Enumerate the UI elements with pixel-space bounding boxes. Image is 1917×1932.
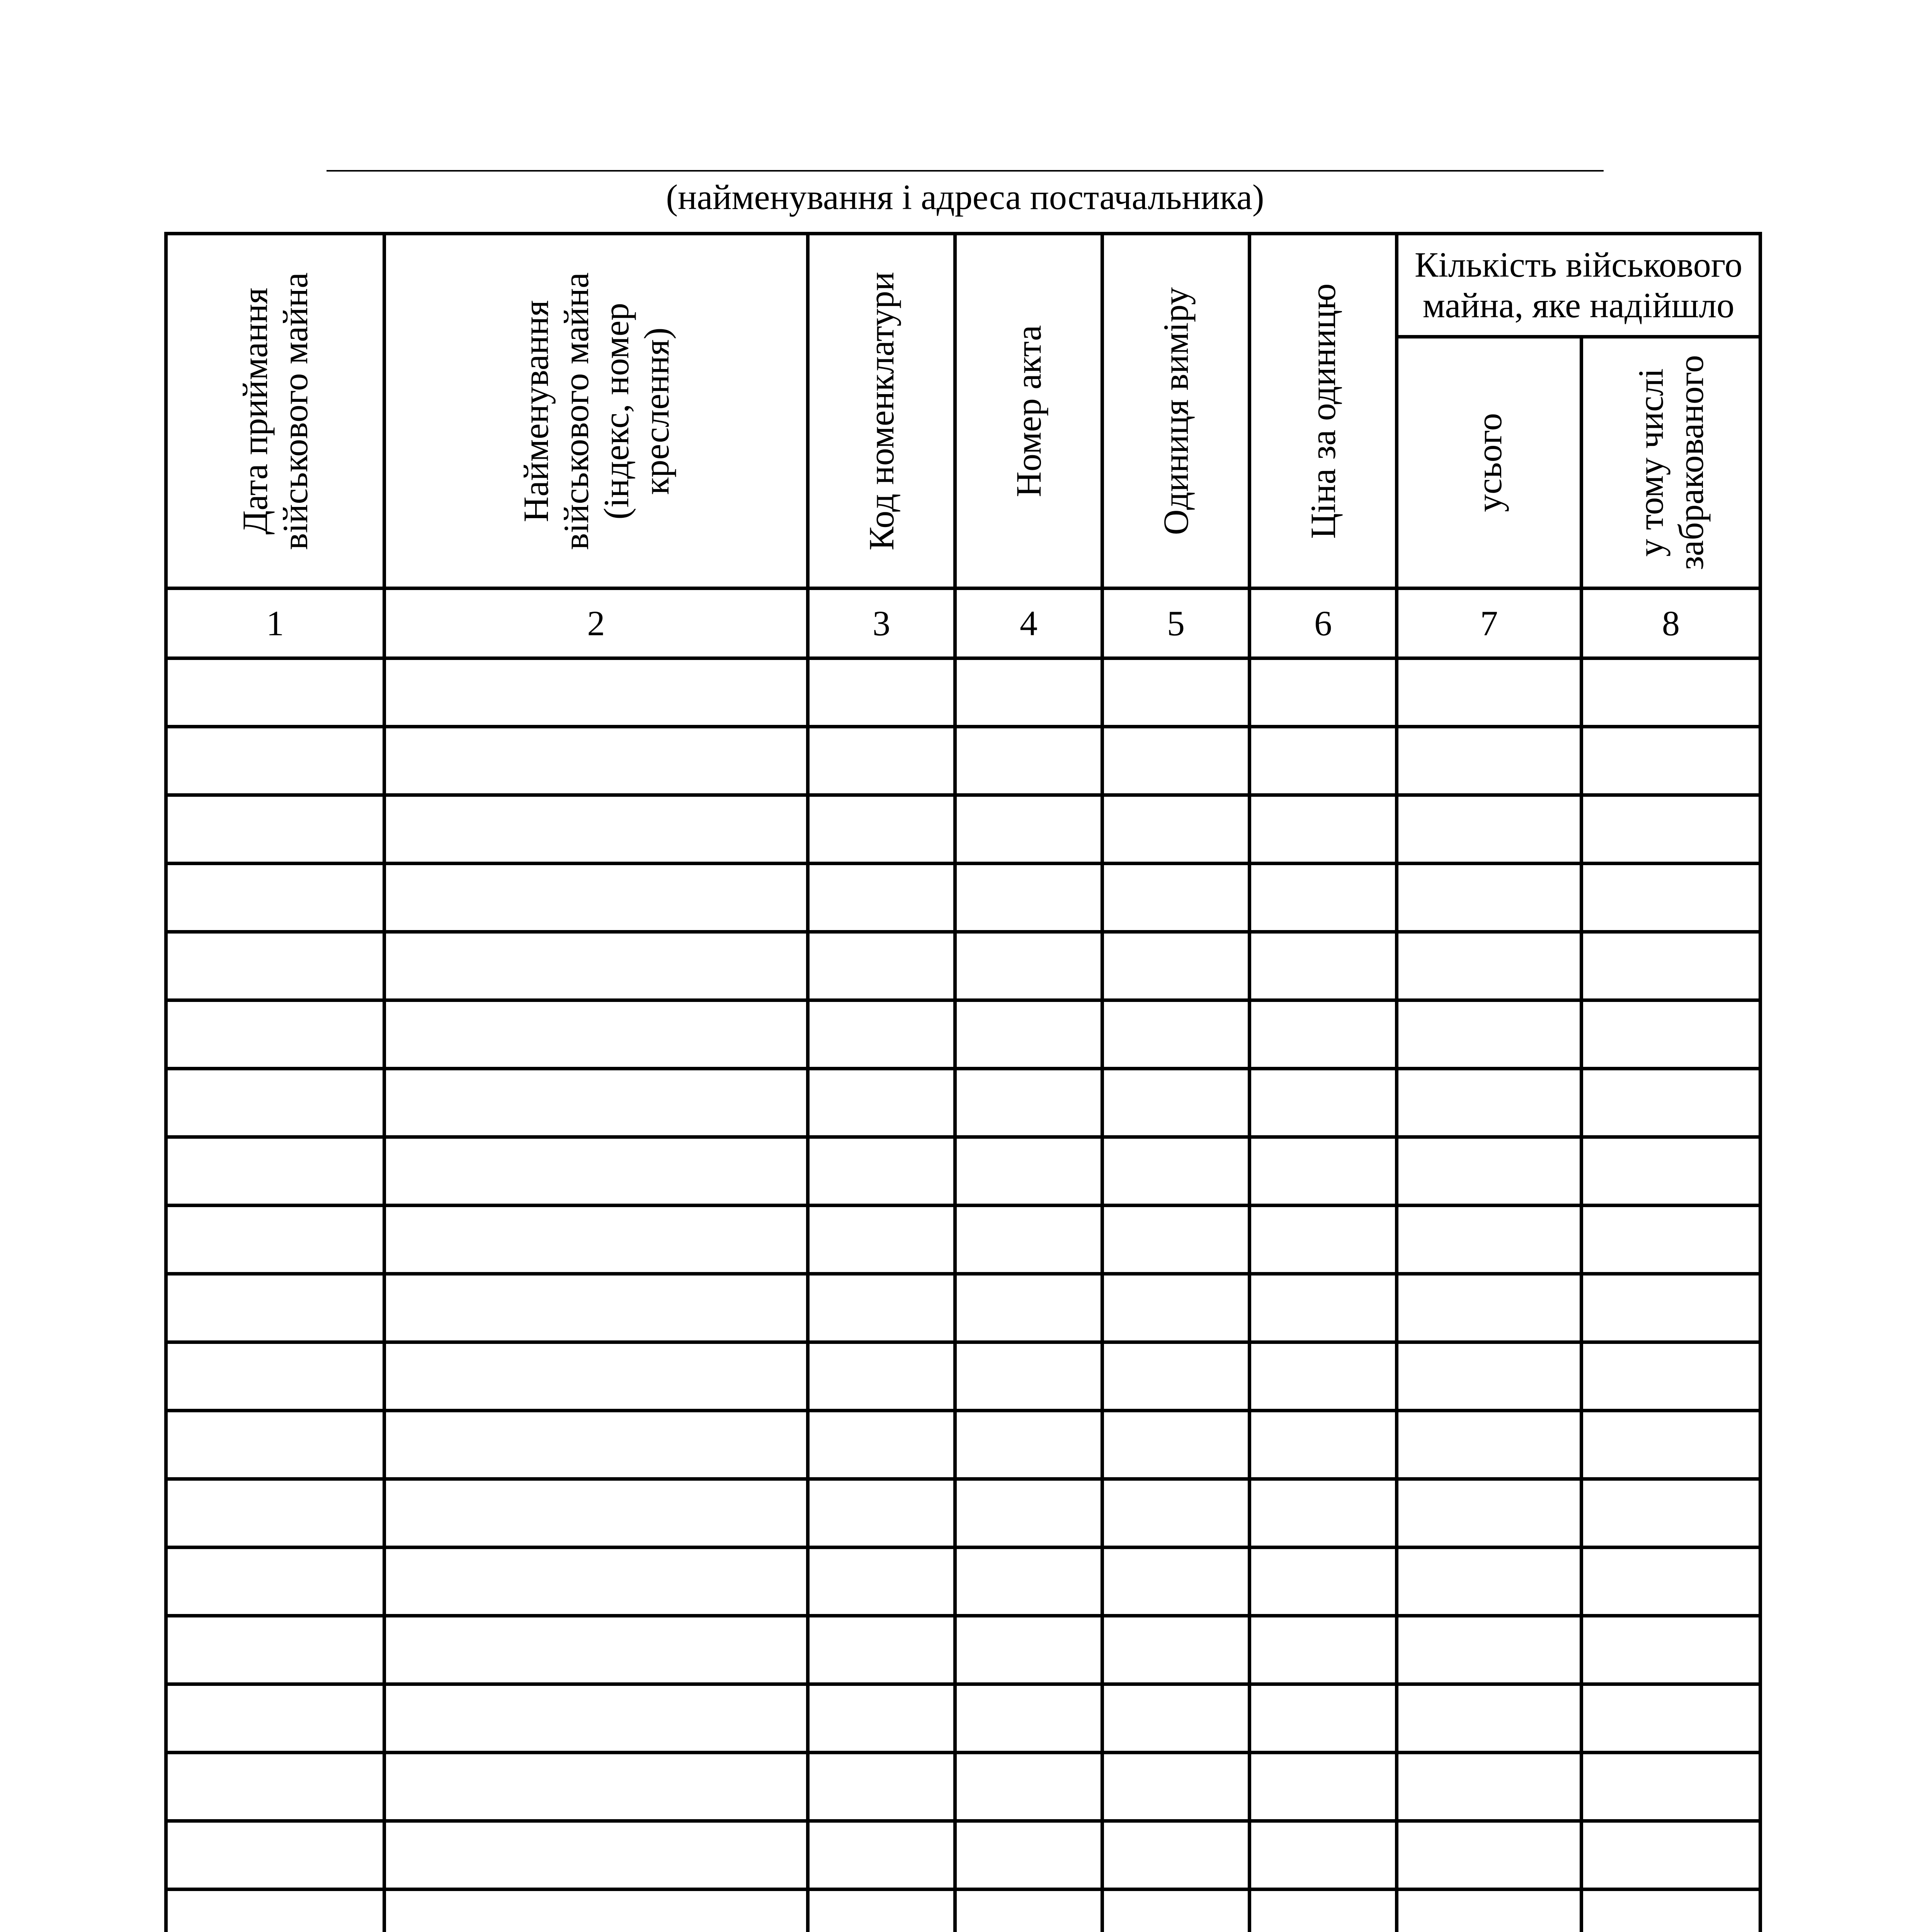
table-row [166,658,1761,727]
table-cell[interactable] [1102,1069,1250,1137]
table-cell[interactable] [808,864,955,932]
table-cell[interactable] [384,1479,808,1548]
column-number: 5 [1102,588,1250,658]
table-cell[interactable] [1582,1548,1761,1616]
table-cell[interactable] [1397,1137,1582,1206]
table-cell[interactable] [955,1479,1102,1548]
table-cell[interactable] [808,795,955,864]
table-row [166,1342,1761,1411]
table-cell[interactable] [384,1274,808,1342]
table-cell[interactable] [1582,932,1761,1000]
table-cell[interactable] [1250,1137,1397,1206]
table-cell[interactable] [1250,1889,1397,1932]
column-number: 3 [808,588,955,658]
table-cell[interactable] [808,1206,955,1274]
table-cell[interactable] [384,1069,808,1137]
table-cell[interactable] [1397,932,1582,1000]
table-cell[interactable] [166,1274,384,1342]
table-cell[interactable] [1582,1274,1761,1342]
table-cell[interactable] [955,1548,1102,1616]
table-cell[interactable] [1250,1479,1397,1548]
table-cell[interactable] [1397,727,1582,795]
table-cell[interactable] [1582,1000,1761,1069]
table-cell[interactable] [808,1342,955,1411]
table-cell[interactable] [808,932,955,1000]
table-cell[interactable] [1582,864,1761,932]
table-cell[interactable] [1397,864,1582,932]
table-cell[interactable] [808,1548,955,1616]
table-cell[interactable] [1102,1411,1250,1479]
table-cell[interactable] [1102,1206,1250,1274]
table-row [166,1069,1761,1137]
table-cell[interactable] [1250,658,1397,727]
supplier-underline [327,170,1604,172]
table-cell[interactable] [384,658,808,727]
table-cell[interactable] [955,1616,1102,1684]
table-cell[interactable] [808,1753,955,1821]
table-row [166,1274,1761,1342]
table-cell[interactable] [384,864,808,932]
table-cell[interactable] [1397,1616,1582,1684]
table-cell[interactable] [1582,1753,1761,1821]
table-cell[interactable] [808,1821,955,1889]
table-cell[interactable] [1250,1000,1397,1069]
table-cell[interactable] [1397,1069,1582,1137]
header-act-number: Номер акта [955,234,1102,588]
table-cell[interactable] [808,1000,955,1069]
column-number: 2 [384,588,808,658]
table-cell[interactable] [384,1684,808,1753]
table-cell[interactable] [1250,1821,1397,1889]
header-quantity-received: Кількість військового майна, яке надійшло [1397,234,1761,337]
table-cell[interactable] [1582,795,1761,864]
table-cell[interactable] [1250,1274,1397,1342]
table-cell[interactable] [1102,932,1250,1000]
table-cell[interactable] [166,1342,384,1411]
table-cell[interactable] [384,1000,808,1069]
column-number: 7 [1397,588,1582,658]
table-cell[interactable] [1582,1206,1761,1274]
table-cell[interactable] [166,1616,384,1684]
table-cell[interactable] [808,1137,955,1206]
table-cell[interactable] [1582,1889,1761,1932]
table-cell[interactable] [1397,1206,1582,1274]
table-cell[interactable] [1250,1548,1397,1616]
table-cell[interactable] [1102,727,1250,795]
table-cell[interactable] [808,1479,955,1548]
table-cell[interactable] [1250,1342,1397,1411]
table-cell[interactable] [1582,1821,1761,1889]
table-cell[interactable] [955,1069,1102,1137]
column-number-row [166,588,1761,658]
table-cell[interactable] [166,658,384,727]
table-cell[interactable] [384,932,808,1000]
table-cell[interactable] [1582,1684,1761,1753]
header-acceptance-date: Дата приймання військового майна [166,234,384,588]
table-cell[interactable] [1397,795,1582,864]
table-cell[interactable] [808,658,955,727]
table-cell[interactable] [955,658,1102,727]
table-cell[interactable] [1397,1342,1582,1411]
table-cell[interactable] [1250,1684,1397,1753]
table-cell[interactable] [166,1411,384,1479]
table-cell[interactable] [1250,727,1397,795]
table-cell[interactable] [1582,658,1761,727]
header-property-name: Найменування військового майна (індекс, номер креслення) [384,234,808,588]
table-cell[interactable] [1582,1479,1761,1548]
header-unit-of-measure: Одиниця виміру [1102,234,1250,588]
table-row [166,795,1761,864]
table-cell[interactable] [1397,1821,1582,1889]
header-quantity-total: усього [1397,337,1582,588]
table-cell[interactable] [384,727,808,795]
column-number: 4 [955,588,1102,658]
table-cell[interactable] [1397,1479,1582,1548]
table-row [166,1411,1761,1479]
table-cell[interactable] [1250,1616,1397,1684]
table-cell[interactable] [1582,727,1761,795]
table-cell[interactable] [1582,1069,1761,1137]
table-cell[interactable] [166,1684,384,1753]
table-cell[interactable] [1102,1821,1250,1889]
table-cell[interactable] [955,1206,1102,1274]
table-cell[interactable] [384,1342,808,1411]
table-cell[interactable] [384,1206,808,1274]
table-cell[interactable] [955,1342,1102,1411]
table-row [166,1548,1761,1616]
table-cell[interactable] [808,1889,955,1932]
table-cell[interactable] [384,1616,808,1684]
property-receipt-table [164,232,1762,1932]
table-cell[interactable] [955,1411,1102,1479]
table-cell[interactable] [955,932,1102,1000]
table-cell[interactable] [384,1548,808,1616]
table-cell[interactable] [1102,1137,1250,1206]
table-cell[interactable] [1397,1684,1582,1753]
table-cell[interactable] [166,1137,384,1206]
header-quantity-rejected: у тому числі забракованого [1582,337,1761,588]
table-row [166,1684,1761,1753]
table-cell[interactable] [384,795,808,864]
header-nomenclature-code: Код номенклатури [808,234,955,588]
table-cell[interactable] [808,1274,955,1342]
table-cell[interactable] [384,1411,808,1479]
table-row [166,1000,1761,1069]
table-cell[interactable] [384,1137,808,1206]
table-cell[interactable] [955,1274,1102,1342]
table-cell[interactable] [1397,1889,1582,1932]
table-cell[interactable] [955,1753,1102,1821]
table-cell[interactable] [384,1753,808,1821]
column-number: 8 [1582,588,1761,658]
table-cell[interactable] [1102,1274,1250,1342]
table-cell[interactable] [1250,1411,1397,1479]
table-cell[interactable] [1102,1889,1250,1932]
table-cell[interactable] [1250,1206,1397,1274]
table-cell[interactable] [1250,1753,1397,1821]
table-row [166,932,1761,1000]
column-number: 6 [1250,588,1397,658]
table-cell[interactable] [1250,864,1397,932]
table-cell[interactable] [808,1411,955,1479]
table-cell[interactable] [166,1479,384,1548]
table-cell[interactable] [808,1616,955,1684]
table-cell[interactable] [166,1548,384,1616]
table-row [166,1821,1761,1889]
table-cell[interactable] [166,795,384,864]
table-cell[interactable] [166,1206,384,1274]
table-cell[interactable] [1102,864,1250,932]
table-cell[interactable] [955,1821,1102,1889]
table-cell[interactable] [166,1889,384,1932]
table-row [166,864,1761,932]
table-row [166,1479,1761,1548]
table-cell[interactable] [384,1889,808,1932]
table-cell[interactable] [1102,1684,1250,1753]
header-unit-price: Ціна за одиницю [1250,234,1397,588]
table-cell[interactable] [1250,795,1397,864]
table-cell[interactable] [1102,1479,1250,1548]
table-cell[interactable] [808,1069,955,1137]
table-cell[interactable] [955,727,1102,795]
table-cell[interactable] [166,1069,384,1137]
table-cell[interactable] [1397,1548,1582,1616]
table-cell[interactable] [1582,1411,1761,1479]
table-row [166,1137,1761,1206]
table-cell[interactable] [384,1821,808,1889]
table-cell[interactable] [166,1821,384,1889]
table-cell[interactable] [166,1000,384,1069]
table-cell[interactable] [1397,1000,1582,1069]
table-cell[interactable] [955,1000,1102,1069]
table-cell[interactable] [808,1684,955,1753]
table-cell[interactable] [1250,932,1397,1000]
table-cell[interactable] [1102,658,1250,727]
table-cell[interactable] [166,1753,384,1821]
table-row [166,1753,1761,1821]
table-cell[interactable] [1102,795,1250,864]
table-row [166,1889,1761,1932]
table-cell[interactable] [1397,1274,1582,1342]
table-row [166,1206,1761,1274]
table-cell[interactable] [1582,1137,1761,1206]
table-cell[interactable] [955,1889,1102,1932]
supplier-caption: (найменування і адреса постачальника) [666,177,1264,217]
table-cell[interactable] [1582,1616,1761,1684]
table-cell[interactable] [1397,1753,1582,1821]
column-number: 1 [166,588,384,658]
table-cell[interactable] [955,864,1102,932]
table-cell[interactable] [955,1684,1102,1753]
table-cell[interactable] [955,1137,1102,1206]
table-cell[interactable] [1102,1616,1250,1684]
table-cell[interactable] [166,864,384,932]
table-cell[interactable] [808,727,955,795]
table-cell[interactable] [1102,1342,1250,1411]
table-cell[interactable] [955,795,1102,864]
table-cell[interactable] [1102,1753,1250,1821]
table-cell[interactable] [1397,658,1582,727]
table-cell[interactable] [1397,1411,1582,1479]
table-cell[interactable] [1250,1069,1397,1137]
table-cell[interactable] [166,932,384,1000]
table-row [166,1616,1761,1684]
table-cell[interactable] [1102,1548,1250,1616]
table-cell[interactable] [1582,1342,1761,1411]
table-cell[interactable] [166,727,384,795]
table-cell[interactable] [1102,1000,1250,1069]
table-row [166,727,1761,795]
